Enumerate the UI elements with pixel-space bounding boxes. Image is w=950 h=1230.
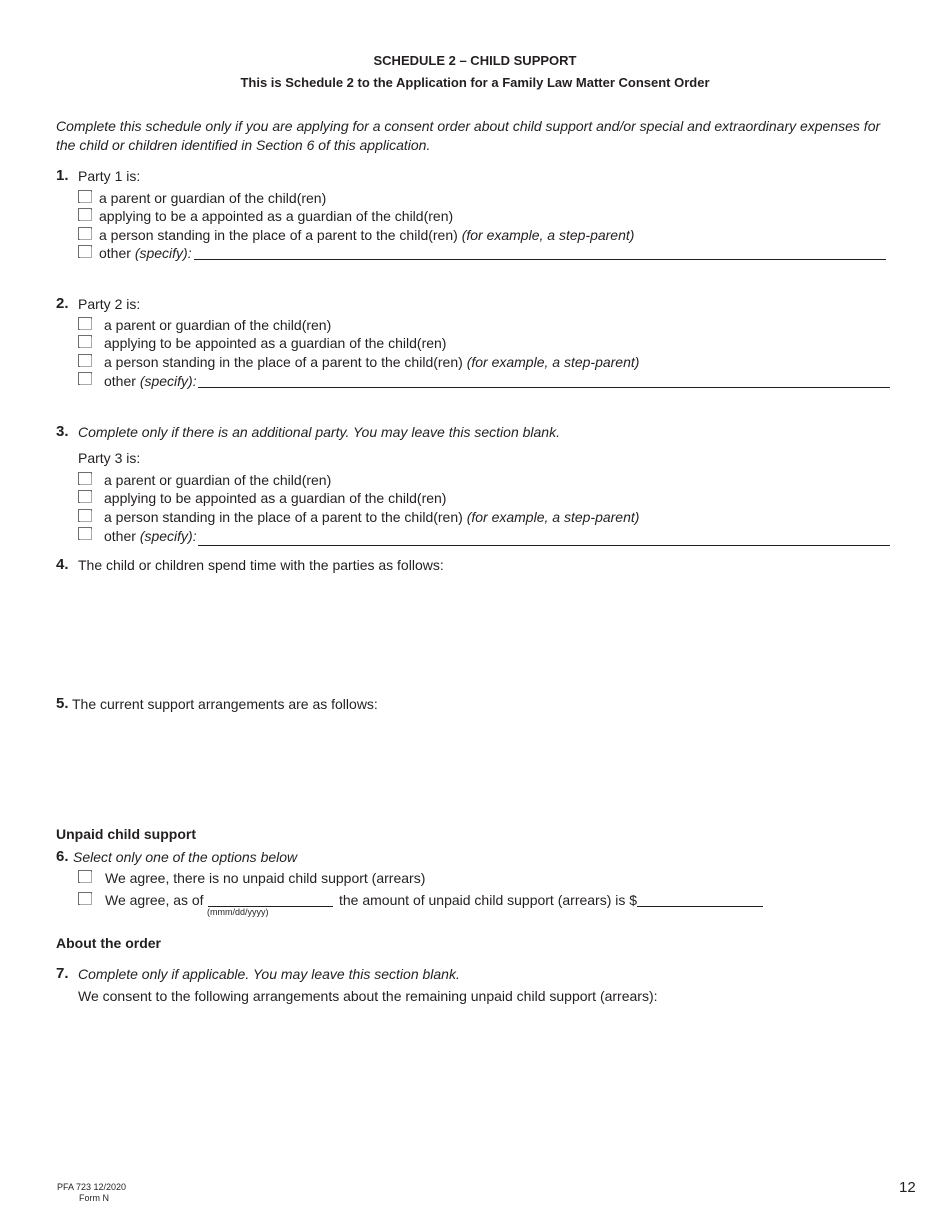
section-4-number: 4. — [56, 556, 69, 573]
party2-other-checkbox[interactable] — [78, 372, 92, 385]
arrears-as-of-label: We agree, as of — [105, 892, 204, 908]
party3-guardian-label: applying to be appointed as a guardian of the child(ren) — [104, 490, 447, 506]
party1-other-checkbox[interactable] — [78, 245, 92, 258]
section-6-number: 6. — [56, 848, 69, 865]
arrears-amount-field[interactable] — [637, 906, 763, 907]
intro-text: Complete this schedule only if you are applying for a consent order about child support and/or special and extraordinary expenses for the child or children identified in Section 6 of this application. — [56, 118, 881, 153]
section-3-number: 3. — [56, 423, 69, 440]
party2-parent-label: a parent or guardian of the child(ren) — [104, 317, 332, 333]
party3-guardian-checkbox[interactable] — [78, 490, 92, 503]
party3-other-specify-field[interactable] — [198, 545, 890, 546]
party1-guardian-checkbox[interactable] — [78, 208, 92, 221]
form-code: PFA 723 12/2020 — [57, 1182, 127, 1192]
party2-other-label: other (specify): — [104, 373, 197, 389]
party2-standing-label: a person standing in the place of a parent to the child(ren) (for example, a step-parent) — [104, 354, 640, 370]
form-name: Form N — [79, 1193, 109, 1203]
page-title: SCHEDULE 2 – CHILD SUPPORT — [373, 53, 577, 68]
no-arrears-label: We agree, there is no unpaid child support (arrears) — [105, 870, 426, 886]
party1-other-specify-field[interactable] — [194, 259, 886, 260]
party3-parent-checkbox[interactable] — [78, 472, 92, 485]
party1-parent-checkbox[interactable] — [78, 190, 92, 203]
party1-standing-label: a person standing in the place of a parent to the child(ren) (for example, a step-parent) — [99, 227, 635, 243]
party2-parent-checkbox[interactable] — [78, 317, 92, 330]
section-3-note: Complete only if there is an additional party. You may leave this section blank. — [78, 424, 560, 440]
date-format-hint: (mmm/dd/yyyy) — [207, 907, 269, 917]
party2-guardian-label: applying to be appointed as a guardian of the child(ren) — [104, 335, 447, 351]
section-2-number: 2. — [56, 295, 69, 312]
section-7-note: Complete only if applicable. You may leave this section blank. — [78, 966, 460, 982]
party2-other-specify-field[interactable] — [198, 387, 890, 388]
party3-other-label: other (specify): — [104, 528, 197, 544]
party3-standing-label: a person standing in the place of a parent to the child(ren) (for example, a step-parent) — [104, 509, 640, 525]
section-4-label: The child or children spend time with the parties as follows: — [78, 557, 444, 573]
page-subtitle: This is Schedule 2 to the Application for a Family Law Matter Consent Order — [240, 75, 710, 90]
party3-standing-checkbox[interactable] — [78, 509, 92, 522]
party1-other-label: other (specify): — [99, 245, 192, 261]
about-order-heading: About the order — [56, 935, 161, 951]
unpaid-support-heading: Unpaid child support — [56, 826, 196, 842]
party3-parent-label: a parent or guardian of the child(ren) — [104, 472, 332, 488]
party1-guardian-label: applying to be a appointed as a guardian of the child(ren) — [99, 208, 454, 224]
section-7-text: We consent to the following arrangements about the remaining unpaid child support (arrears): — [78, 988, 658, 1004]
section-7-number: 7. — [56, 965, 69, 982]
no-arrears-checkbox[interactable] — [78, 870, 92, 883]
arrears-amount-checkbox[interactable] — [78, 892, 92, 905]
section-5-number: 5. — [56, 695, 69, 712]
section-1-number: 1. — [56, 167, 69, 184]
party1-parent-label: a parent or guardian of the child(ren) — [99, 190, 327, 206]
section-3-label: Party 3 is: — [78, 450, 141, 466]
party1-standing-checkbox[interactable] — [78, 227, 92, 240]
section-1-label: Party 1 is: — [78, 168, 141, 184]
section-5-label: The current support arrangements are as follows: — [72, 696, 378, 712]
party3-other-checkbox[interactable] — [78, 527, 92, 540]
section-2-label: Party 2 is: — [78, 296, 141, 312]
page-number: 12 — [899, 1179, 916, 1196]
arrears-amount-label: the amount of unpaid child support (arrears) is $ — [339, 892, 638, 908]
party2-standing-checkbox[interactable] — [78, 354, 92, 367]
section-6-instruction: Select only one of the options below — [73, 849, 298, 865]
party2-guardian-checkbox[interactable] — [78, 335, 92, 348]
